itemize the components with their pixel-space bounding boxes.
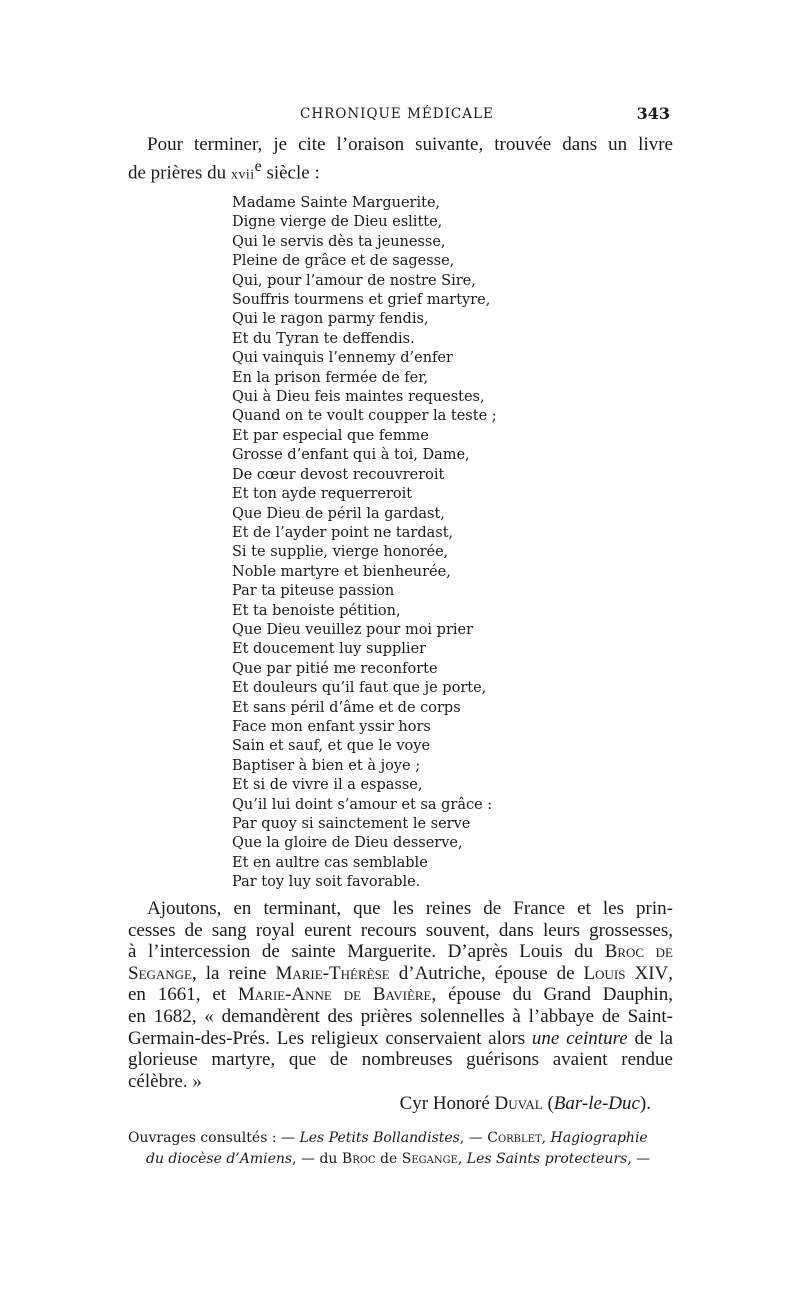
conclusion-line: Ajoutons, en terminant, que les reines de France et les prin- bbox=[147, 898, 673, 919]
text: Cyr Honoré bbox=[399, 1093, 495, 1115]
italic-term: une ceinture bbox=[531, 1027, 628, 1049]
author-name: Segange bbox=[128, 962, 193, 984]
intro-paragraph bbox=[128, 134, 673, 186]
references bbox=[128, 1128, 673, 1170]
poem-line: En la prison fermée de fer, bbox=[232, 369, 429, 386]
poem-line: Qui, pour l’amour de nostre Sire, bbox=[232, 272, 476, 289]
poem-line: Par quoy si sainctement le serve bbox=[232, 816, 471, 832]
running-title: CHRONIQUE MÉDICALE bbox=[300, 106, 494, 122]
text: de bbox=[375, 1151, 402, 1167]
conclusion-line bbox=[128, 941, 673, 963]
poem-line: Baptiser à bien et à joye ; bbox=[232, 757, 421, 774]
poem-line: Digne vierge de Dieu eslitte, bbox=[232, 214, 443, 231]
conclusion-paragraph bbox=[128, 898, 673, 1115]
poem-line: Et du Tyran te deffendis. bbox=[232, 330, 415, 347]
reference-author: Broc bbox=[341, 1151, 376, 1167]
poem-line: Que Dieu de péril la gardast, bbox=[232, 505, 445, 522]
poem-line: Face mon enfant yssir hors bbox=[232, 718, 431, 735]
text: ( bbox=[542, 1093, 554, 1115]
intro-line-1: Pour terminer, je cite l’oraison suivante, trouvée dans un livre bbox=[147, 134, 673, 155]
poem-line: Que par pitié me reconforte bbox=[232, 660, 438, 677]
conclusion-line: célèbre. » bbox=[128, 1070, 202, 1092]
intro-text: siècle : bbox=[261, 162, 320, 184]
poem-line: Et sans péril d’âme et de corps bbox=[232, 699, 461, 716]
poem-line: Quand on te voult coupper la teste ; bbox=[232, 408, 497, 425]
poem-line: Pleine de grâce et de sagesse, bbox=[232, 253, 455, 270]
text: , — bbox=[292, 1151, 320, 1167]
references-line bbox=[128, 1128, 673, 1149]
conclusion-line bbox=[128, 984, 673, 1006]
author-surname: Duval bbox=[494, 1093, 543, 1115]
reference-title: du diocèse d’Amiens bbox=[146, 1151, 293, 1167]
author-name: Broc de bbox=[604, 941, 673, 963]
reference-title: Les Saints protecteurs bbox=[466, 1151, 628, 1167]
poem-line: Et ton ayde requerreroit bbox=[232, 486, 413, 503]
reference-author: Segange bbox=[401, 1151, 458, 1167]
text: , bbox=[541, 1130, 551, 1146]
poem-line: Et si de vivre il a espasse, bbox=[232, 777, 423, 794]
poem-line: Madame Sainte Marguerite, bbox=[232, 195, 441, 211]
reference-title: Les Petits Bollandistes bbox=[299, 1130, 460, 1146]
poem-line: Et en aultre cas semblable bbox=[232, 854, 428, 871]
poem-line: Que la gloire de Dieu desserve, bbox=[232, 835, 463, 852]
poem-line: Sain et sauf, et que le voye bbox=[232, 738, 431, 755]
poem-line: Par ta piteuse passion bbox=[232, 583, 395, 600]
reference-author: Corblet bbox=[487, 1130, 542, 1146]
poem-line: De cœur devost recouvreroit bbox=[232, 466, 445, 483]
person-name: Marie-Anne de Bavière bbox=[237, 984, 432, 1006]
text: d’Autriche, épouse de bbox=[389, 962, 584, 984]
text: de la bbox=[627, 1027, 673, 1049]
text: , — bbox=[459, 1130, 488, 1146]
page-number: 343 bbox=[636, 104, 670, 123]
conclusion-line: glorieuse martyre, que de nombreuses guérisons avaient rendue bbox=[128, 1049, 673, 1071]
text: Germain-des-Prés. Les religieux conservaient alors bbox=[128, 1027, 532, 1049]
references-label: Ouvrages consultés : — bbox=[128, 1130, 300, 1146]
person-name: Marie-Thérèse bbox=[275, 962, 390, 984]
century-numeral: xvii bbox=[230, 167, 255, 183]
conclusion-line bbox=[128, 963, 673, 985]
poem-line: Qui à Dieu feis maintes requestes, bbox=[232, 389, 485, 406]
poem-line: Et douleurs qu’il faut que je porte, bbox=[232, 680, 487, 697]
references-line bbox=[128, 1149, 673, 1170]
author-signature bbox=[128, 1093, 673, 1115]
intro-text: de prières du bbox=[128, 162, 231, 184]
poem-line: Qui le ragon parmy fendis, bbox=[232, 311, 429, 328]
poem-line: Grosse d’enfant qui à toi, Dame, bbox=[232, 447, 470, 464]
poem-line: Et par especial que femme bbox=[232, 427, 429, 444]
text: , la reine bbox=[192, 962, 276, 984]
person-name: Louis XIV bbox=[583, 962, 669, 984]
poem-line: Par toy luy soit favorable. bbox=[232, 874, 421, 891]
prayer-poem bbox=[232, 194, 562, 893]
poem-line: Que Dieu veuillez pour moi prier bbox=[232, 621, 474, 638]
conclusion-line: en 1682, « demandèrent des prières solennelles à l’abbaye de Saint- bbox=[128, 1005, 673, 1027]
text: à l’intercession de sainte Marguerite. D’après Louis du bbox=[128, 941, 605, 963]
poem-line: Souffris tourmens et grief martyre, bbox=[232, 292, 491, 309]
running-head bbox=[130, 106, 670, 130]
text: en 1661, et bbox=[128, 984, 238, 1006]
text: , bbox=[668, 962, 673, 984]
century-superscript: e bbox=[254, 158, 262, 175]
intro-line-2 bbox=[128, 156, 673, 186]
text: , — bbox=[627, 1151, 651, 1167]
author-location: Bar-le-Duc bbox=[553, 1093, 640, 1115]
poem-line: Si te supplie, vierge honorée, bbox=[232, 544, 449, 561]
poem-line: Et de l’ayder point ne tardast, bbox=[232, 524, 454, 541]
conclusion-line: cesses de sang royal eurent recours souvent, dans leurs grossesses, bbox=[128, 919, 673, 941]
poem-line: Et ta benoiste pétition, bbox=[232, 602, 401, 619]
poem-line: Qu’il lui doint s’amour et sa grâce : bbox=[232, 796, 493, 813]
poem-line: Qui le servis dès ta jeunesse, bbox=[232, 233, 446, 250]
text: ). bbox=[639, 1093, 651, 1115]
reference-title: Hagiographie bbox=[550, 1130, 648, 1146]
poem-line: Et doucement luy supplier bbox=[232, 641, 427, 658]
conclusion-line bbox=[128, 1028, 673, 1050]
text: , épouse du Grand Dauphin, bbox=[431, 984, 673, 1006]
text: , bbox=[457, 1151, 467, 1167]
poem-line: Noble martyre et bienheurée, bbox=[232, 563, 451, 580]
text: du bbox=[319, 1151, 342, 1167]
poem-line: Qui vainquis l’ennemy d’enfer bbox=[232, 350, 453, 367]
